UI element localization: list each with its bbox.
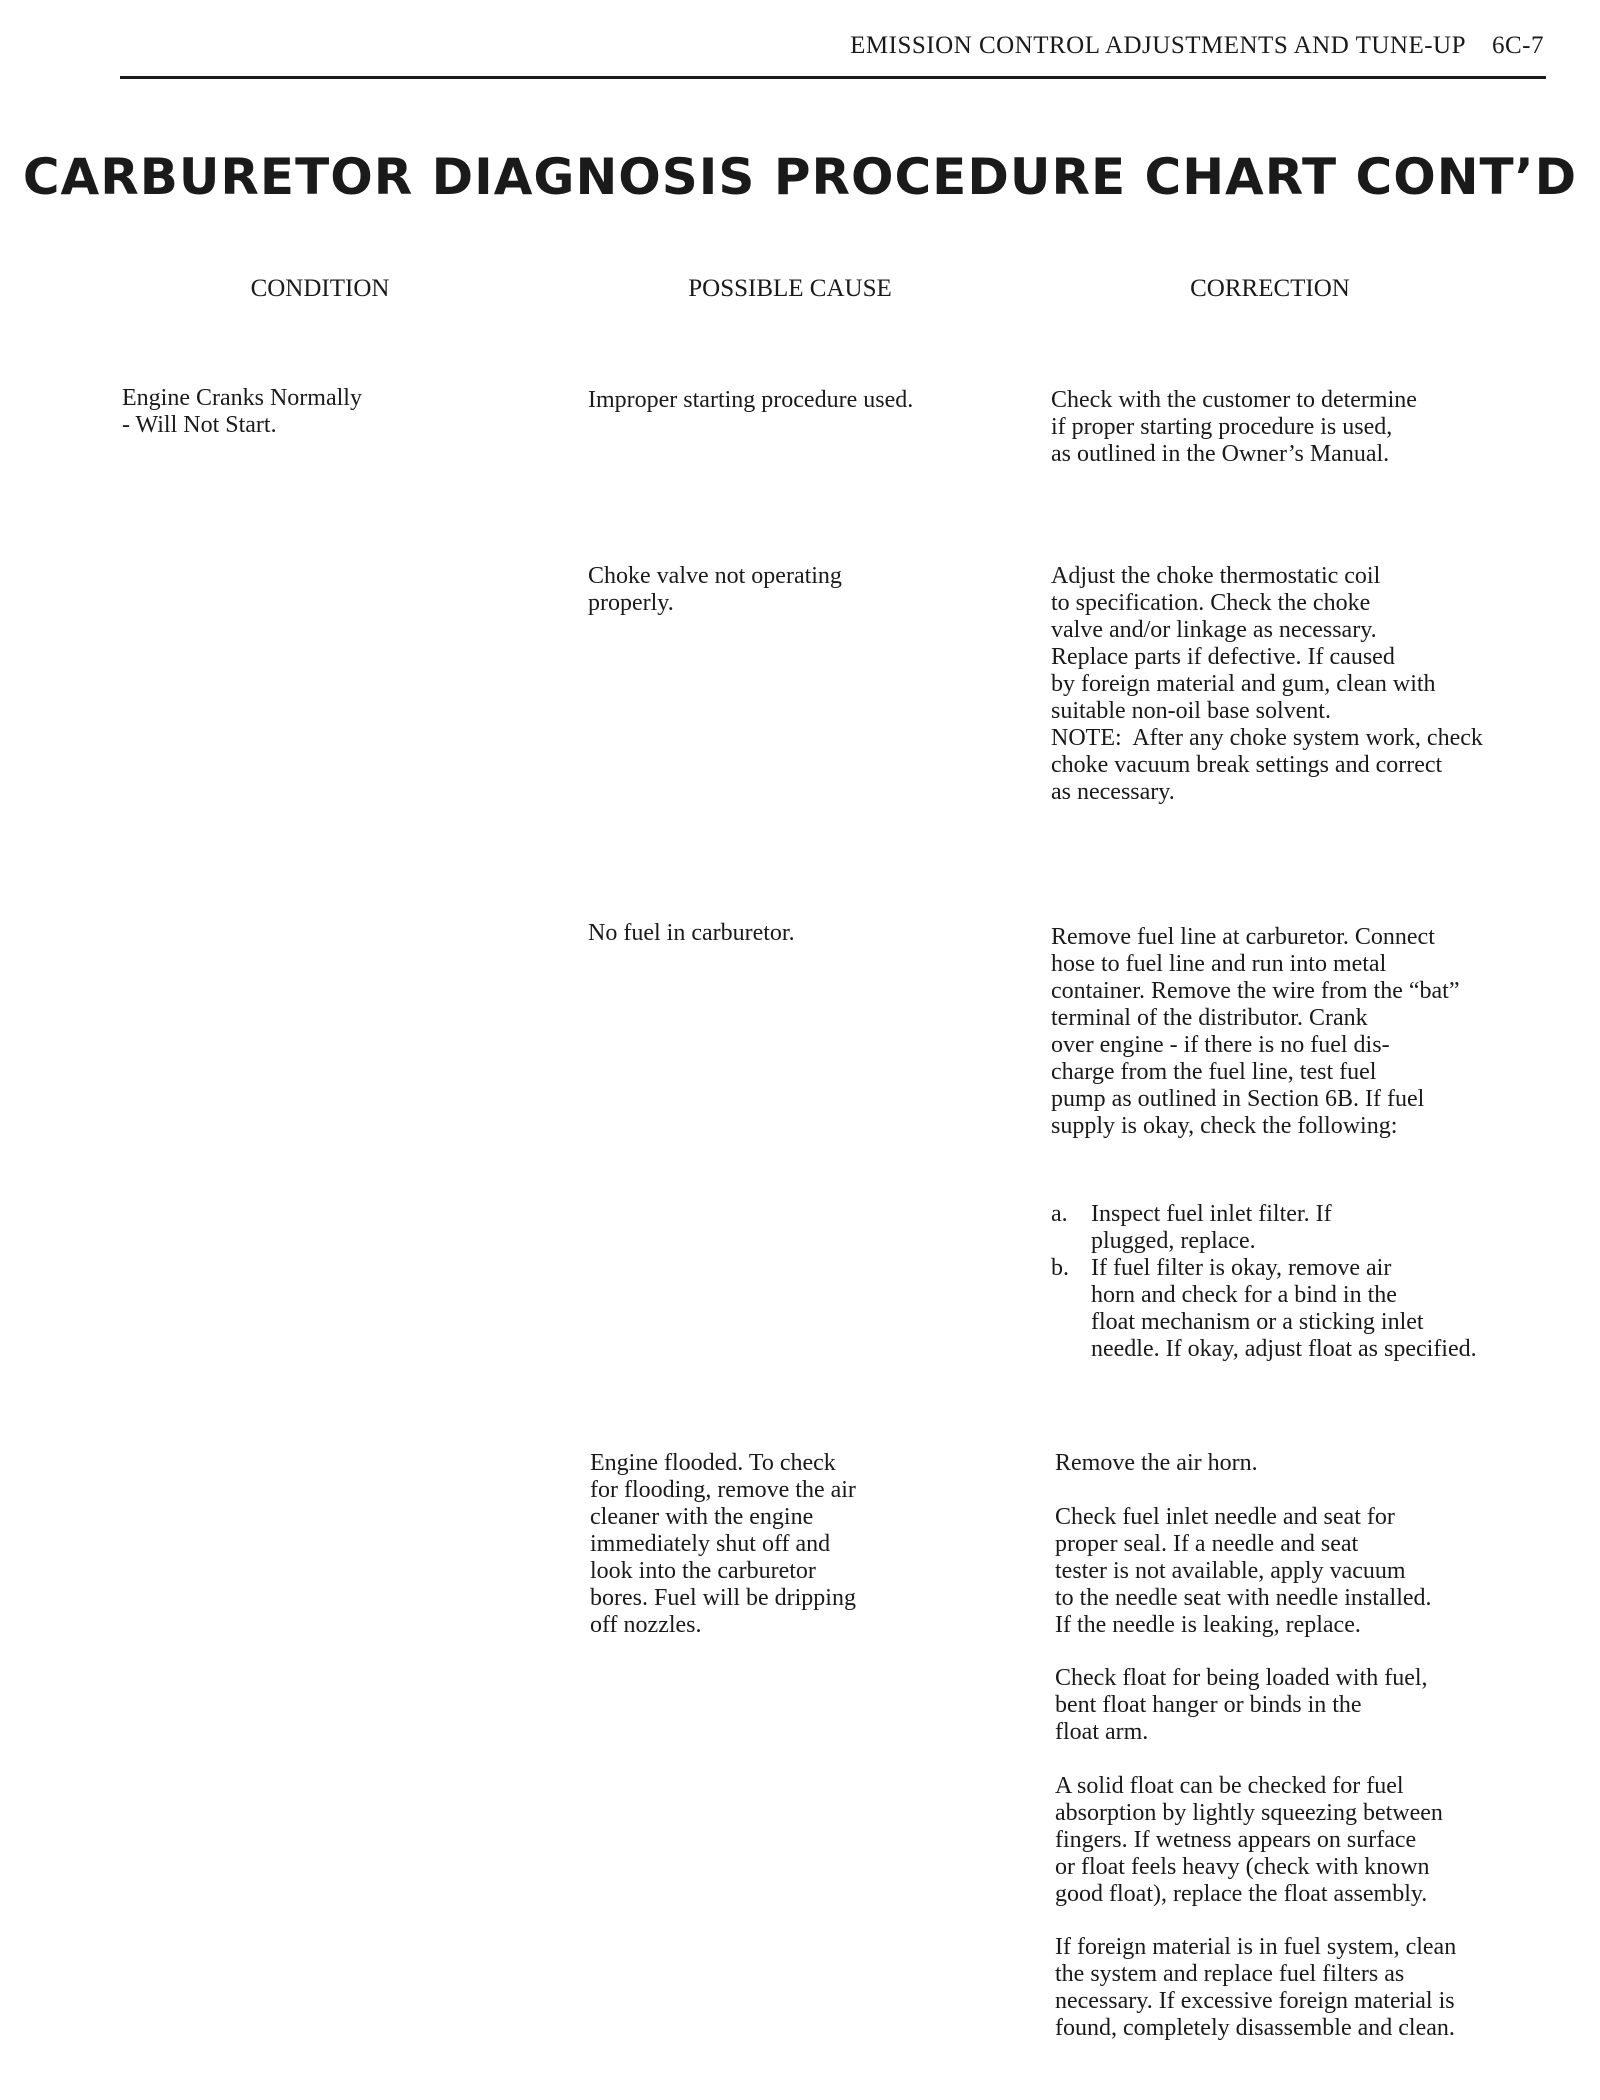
cause-no-fuel: No fuel in carburetor. — [588, 920, 795, 946]
section-title: EMISSION CONTROL ADJUSTMENTS AND TUNE-UP — [850, 32, 1466, 59]
correction-flooded-paragraph: Check fuel inlet needle and seat for proper seal. If a needle and seat tester is not available, apply vacuum to the needle seat with needle installed. If the needle is leaking, replace. — [1055, 1504, 1432, 1638]
column-header-condition: CONDITION — [250, 275, 390, 302]
cause-improper-starting: Improper starting procedure used. — [588, 387, 914, 413]
correction-flooded-paragraph: A solid float can be checked for fuel absorption by lightly squeezing between fingers. If wetness appears on surface or float feels heavy (check with known good float), replace the float assembly. — [1055, 1773, 1443, 1907]
sub-item-a-text: Inspect fuel inlet filter. If plugged, replace. — [1091, 1201, 1332, 1254]
correction-flooded-paragraph: Check float for being loaded with fuel, bent float hanger or binds in the float arm. — [1055, 1665, 1428, 1745]
page-number: 6C-7 — [1492, 32, 1544, 59]
page-title: CARBURETOR DIAGNOSIS PROCEDURE CHART CONT’D — [22, 148, 1578, 206]
sub-item-b-marker: b. — [1051, 1255, 1069, 1281]
correction-improper-starting: Check with the customer to determine if proper starting procedure is used, as outlined in the Owner’s Manual. — [1051, 387, 1417, 467]
correction-no-fuel: Remove fuel line at carburetor. Connect hose to fuel line and run into metal container. Remove the wire from the “bat” terminal of the distributor. Crank over engine - if there is no fuel dis- charge from the fuel line, test fuel pump as outlined in Section 6B. If fuel supply is okay, check the following: — [1051, 924, 1460, 1139]
column-header-correction: CORRECTION — [1190, 275, 1350, 302]
correction-flooded-paragraph: If foreign material is in fuel system, clean the system and replace fuel filters as necessary. If excessive foreign material is found, completely disassemble and clean. — [1055, 1934, 1457, 2041]
sub-item-b — [1051, 1255, 1477, 1362]
correction-flooded-paragraph: Remove the air horn. — [1055, 1450, 1258, 1476]
page-header — [120, 28, 1546, 79]
correction-choke-valve: Adjust the choke thermostatic coil to specification. Check the choke valve and/or linkage as necessary. Replace parts if defective. If caused by foreign material and gum, clean with suitable non-oil base solvent. NOTE: After any choke system work, check choke vacuum break settings and correct as necessary. — [1051, 563, 1483, 805]
header-text — [850, 32, 1544, 60]
sub-item-b-text: If fuel filter is okay, remove air horn and check for a bind in the float mechanism or a sticking inlet needle. If okay, adjust float as specified. — [1091, 1255, 1477, 1362]
cause-engine-flooded: Engine flooded. To check for flooding, remove the air cleaner with the engine immediately shut off and look into the carburetor bores. Fuel will be dripping off nozzles. — [590, 1450, 856, 1638]
cause-choke-valve: Choke valve not operating properly. — [588, 563, 842, 616]
condition-text: Engine Cranks Normally - Will Not Start. — [122, 385, 362, 438]
sub-item-a-marker: a. — [1051, 1201, 1068, 1227]
column-header-possible-cause: POSSIBLE CAUSE — [688, 275, 892, 302]
